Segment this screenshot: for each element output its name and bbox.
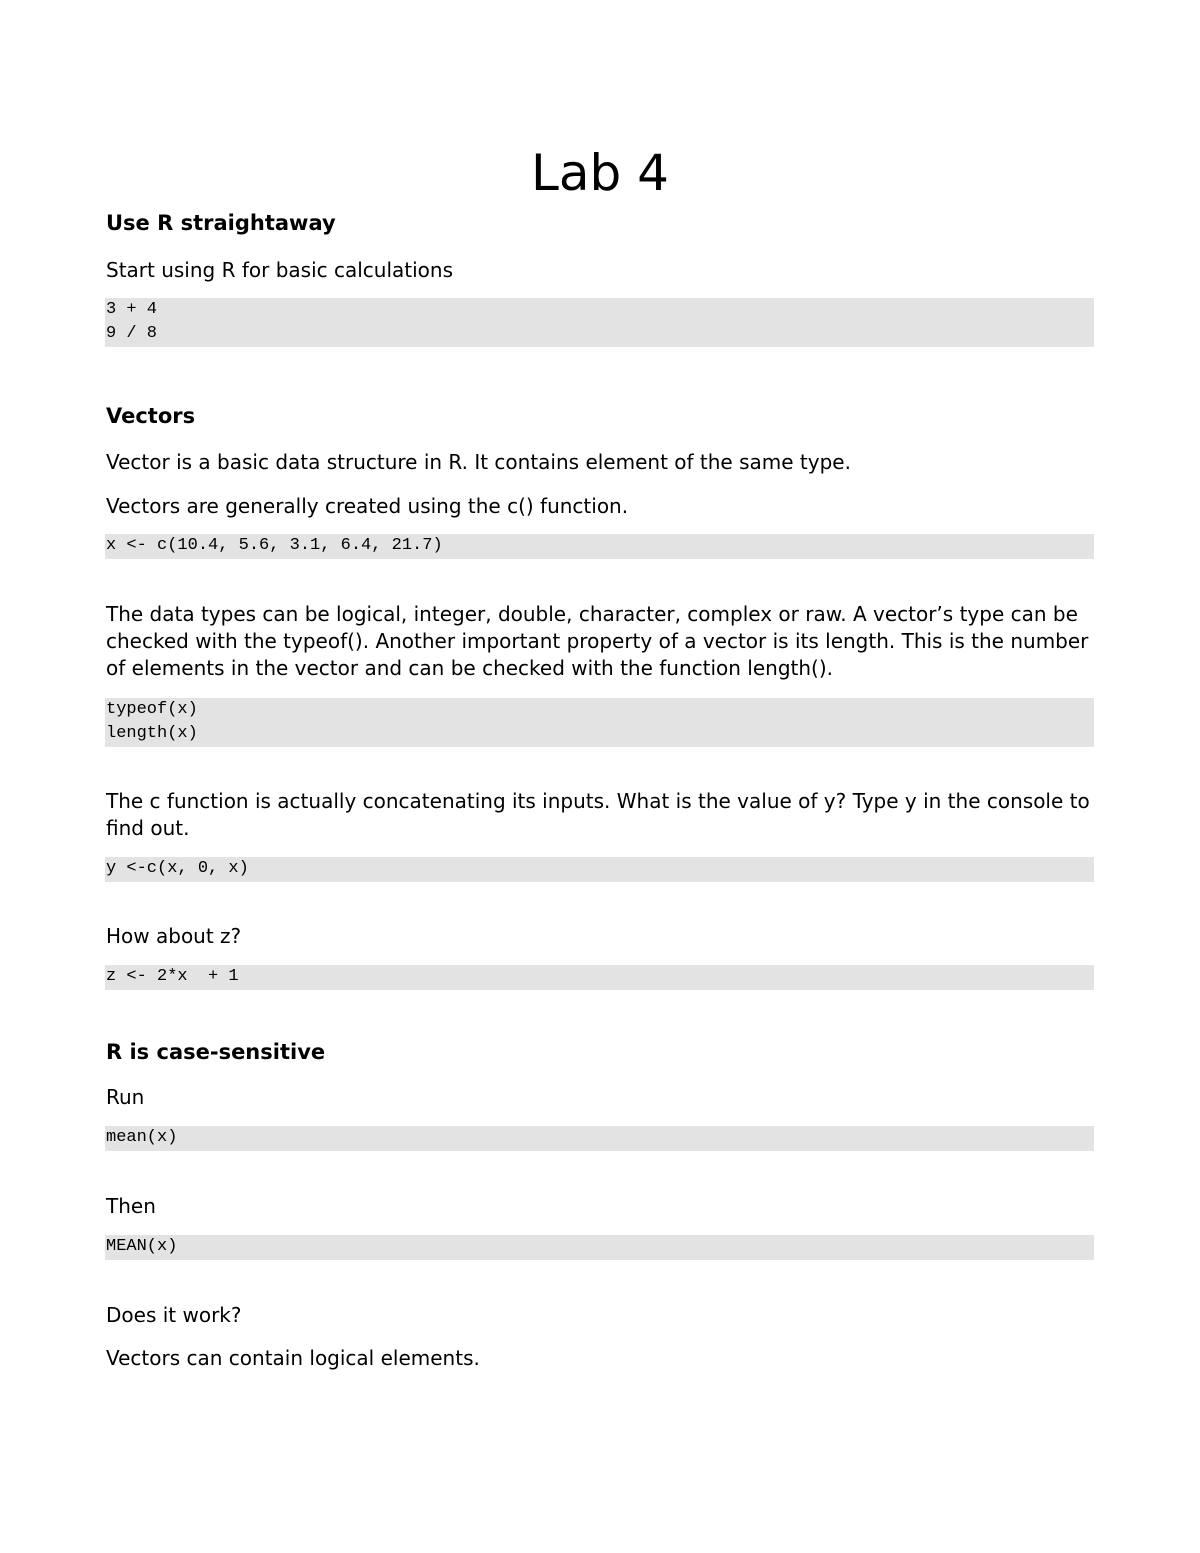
paragraph-basic-calculations: Start using R for basic calculations [106, 258, 454, 282]
code-line: typeof(x) [106, 700, 198, 719]
code-block-vector-creation [105, 534, 1094, 559]
code-line: x <- c(10.4, 5.6, 3.1, 6.4, 21.7) [106, 536, 443, 555]
code-line: length(x) [106, 724, 198, 743]
paragraph-data-types: The data types can be logical, integer, double, character, complex or raw. A vector’s type can be checked with the typeof(). Another important property of a vector is its length. This is the number of elements in the vector and can be checked with the function length(). [106, 602, 1089, 680]
code-block-z [105, 965, 1094, 990]
paragraph-vector-definition: Vector is a basic data structure in R. It contains element of the same type. [106, 450, 851, 474]
paragraph-then: Then [106, 1194, 156, 1218]
code-block-mean-uppercase [105, 1235, 1094, 1260]
paragraph-how-about-z: How about z? [106, 924, 242, 948]
paragraph-concatenation: The c function is actually concatenating its inputs. What is the value of y? Type y in the console to find out. [106, 789, 1090, 840]
paragraph-run: Run [106, 1085, 145, 1109]
section-heading-case-sensitive: R is case-sensitive [106, 1040, 326, 1064]
code-block-basic-calculations [105, 298, 1094, 347]
paragraph-logical-elements: Vectors can contain logical elements. [106, 1346, 480, 1370]
code-block-typeof-length [105, 698, 1094, 747]
section-heading-vectors: Vectors [106, 404, 196, 428]
code-line: z <- 2*x + 1 [106, 967, 239, 986]
code-line: MEAN(x) [106, 1237, 178, 1256]
code-block-mean [105, 1126, 1094, 1151]
code-block-y [105, 857, 1094, 882]
code-line: 3 + 4 [106, 300, 158, 319]
section-heading-use-r: Use R straightaway [106, 211, 336, 235]
paragraph-vector-creation: Vectors are generally created using the c() function. [106, 494, 629, 518]
paragraph-does-it-work: Does it work? [106, 1303, 242, 1327]
document-title: Lab 4 [531, 144, 669, 202]
code-line: y <-c(x, 0, x) [106, 859, 249, 878]
code-line: 9 / 8 [106, 324, 158, 343]
code-line: mean(x) [106, 1128, 178, 1147]
